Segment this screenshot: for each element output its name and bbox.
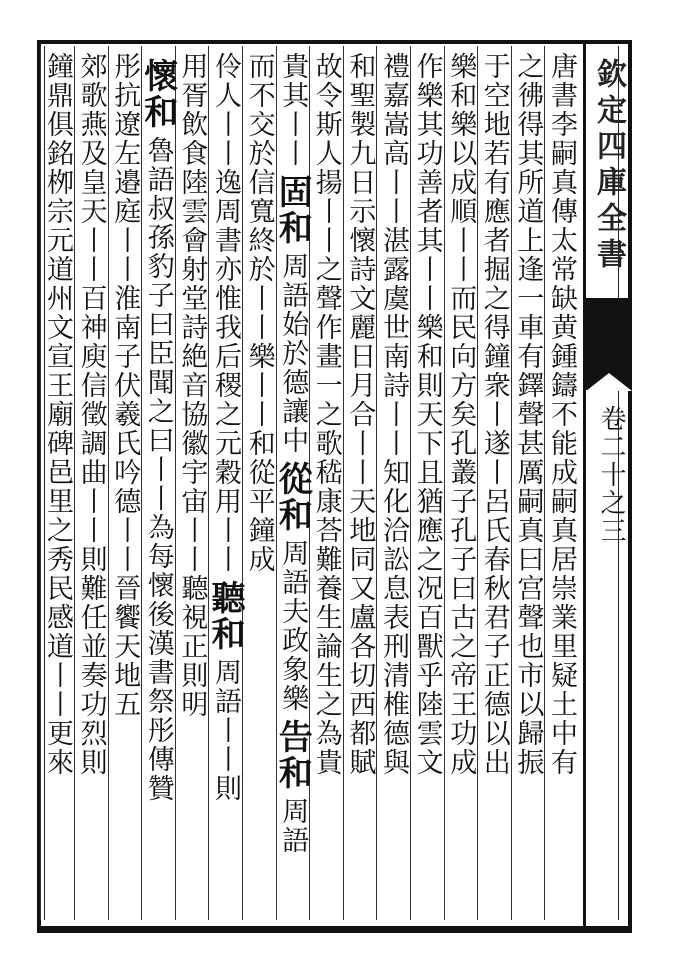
- text-column: [512, 52, 544, 902]
- column-text: 和聖製九日示懷詩文麗日月合丨丨天地同又盧各切西都賦: [344, 52, 376, 777]
- volume-label: 卷二十之三: [596, 405, 626, 545]
- column-text: 於信寬終於丨丨: [243, 139, 275, 342]
- column-text: 用胥飲食陸雲會射堂詩絶音協徽宇宙丨丨: [176, 52, 208, 574]
- column-text: 伶人丨丨逸周書亦惟我后稷之元穀用丨丨: [209, 52, 241, 574]
- column-text: 禮嘉嵩高丨丨湛露虞世南詩丨丨知化洽訟息表刑清椎德與: [377, 52, 409, 777]
- entry-heading: 告和: [272, 719, 313, 791]
- text-column: [204, 52, 245, 902]
- column-text: 彤抗遼左邉庭丨丨淮南子伏羲氏吟德丨丨晉饗天地五: [109, 52, 141, 719]
- column-text: 作樂其功善者其丨丨樂和則天下且猶應之况百獸乎陸雲文: [411, 52, 443, 777]
- column-text: 聽視正則明: [176, 574, 208, 719]
- column-text: 而不交: [243, 52, 275, 139]
- column-text: 唐書李嗣真傳太常缺黄鍾鑄不能成嗣真居崇業里疑土中有: [545, 52, 577, 777]
- column-text: 于空地若有應者掘之得鐘衆丨遂丨呂氏春秋君子正德以出: [478, 52, 510, 777]
- text-column: [377, 52, 409, 902]
- text-column: [272, 52, 313, 902]
- column-text: 魯語叔孫豹子曰臣聞之曰丨丨為每懷後漢書祭彤傳贊: [142, 136, 174, 803]
- text-column: [545, 52, 577, 902]
- column-text: 樂丨丨和從平: [243, 342, 275, 516]
- column-text: 周語丨丨則: [209, 658, 241, 803]
- fish-tail-mark: [586, 298, 632, 390]
- text-column: [411, 52, 443, 902]
- text-column: [310, 52, 342, 902]
- column-text: 鐘成: [243, 516, 275, 574]
- column-text: 故令斯人揚丨丨之聲作畫一之歌嵇康荅難養生論生之為貴: [310, 52, 342, 777]
- text-column: [176, 52, 208, 902]
- entry-heading: 從和: [272, 461, 313, 533]
- text-column: [41, 52, 73, 902]
- column-text: 鐘鼎俱銘栁宗元道州文宣王廟碑邑里之秀民感道丨丨更來: [41, 52, 73, 777]
- text-column: [137, 52, 178, 902]
- text-column: [344, 52, 376, 902]
- entry-heading: 聽和: [204, 580, 245, 652]
- entry-heading: 固和: [272, 174, 313, 246]
- column-text: 樂和樂以成順丨丨而民向方矣孔叢子孔子曰古之帝王功成: [445, 52, 477, 777]
- text-column: [243, 52, 275, 902]
- text-column: [445, 52, 477, 902]
- column-text: 之彿得其所道上逢一車有鐸聲甚厲嗣真曰宫聲也市以歸振: [512, 52, 544, 777]
- text-column: [478, 52, 510, 902]
- column-text: 貴其丨丨: [277, 52, 309, 168]
- column-text: 郊歌燕及皇天丨丨百神庾信徵調曲丨丨則難任並奏功烈則: [75, 52, 107, 777]
- column-text: 周語始於德讓中: [277, 252, 309, 455]
- book-title: 欽定四庫全書: [591, 58, 626, 274]
- text-column: [109, 52, 141, 902]
- text-column: [75, 52, 107, 902]
- column-text: 周語: [277, 797, 309, 855]
- column-text: 周語夫政象樂: [277, 539, 309, 713]
- entry-heading: 懷和: [137, 58, 178, 130]
